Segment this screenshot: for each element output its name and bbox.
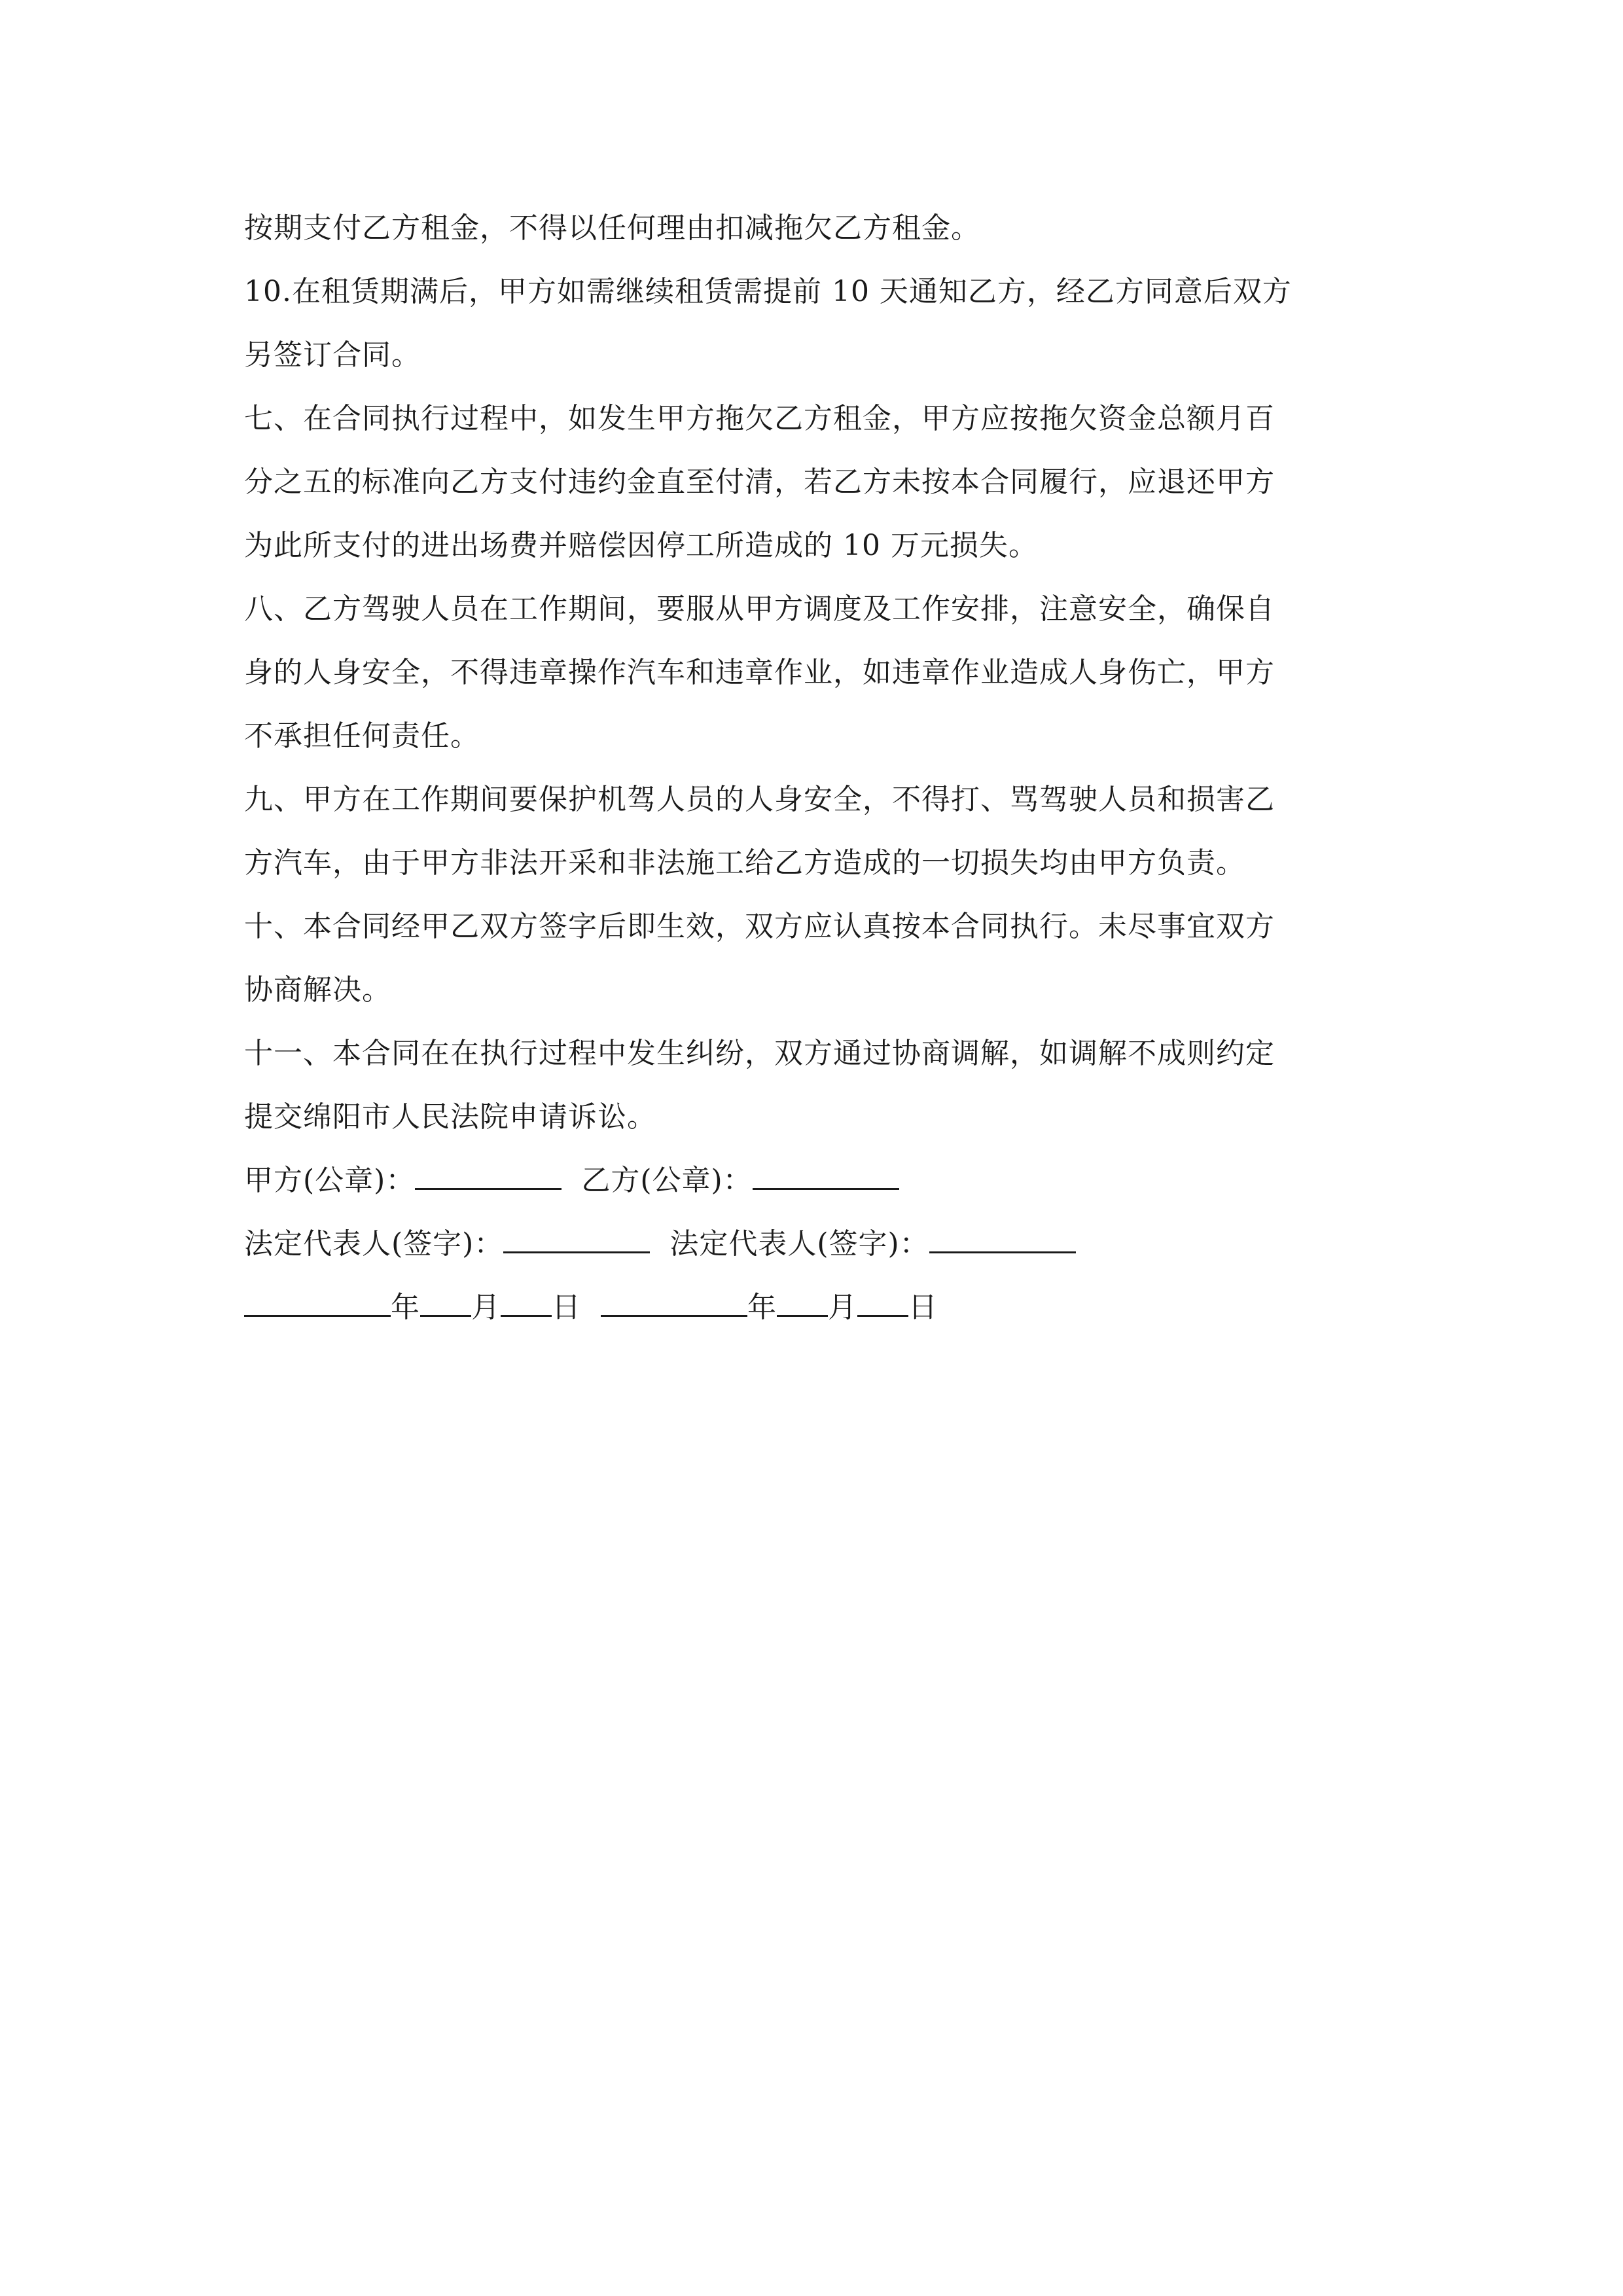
legal-rep-a-label: 法定代表人(签字)：	[244, 1227, 504, 1261]
date-month-label: 月	[471, 1291, 501, 1324]
date-day-label: 日	[552, 1291, 581, 1324]
date-day-label: 日	[908, 1291, 938, 1324]
paragraph-line: 九、甲方在工作期间要保护机驾人员的人身安全，不得打、骂驾驶人员和损害乙	[244, 783, 1275, 816]
date-year-label: 年	[391, 1291, 420, 1324]
paragraph-line: 协商解决。	[244, 973, 391, 1007]
paragraph-line: 方汽车，由于甲方非法开采和非法施工给乙方造成的一切损失均由甲方负责。	[244, 846, 1245, 880]
date-a-day-blank	[501, 1293, 552, 1317]
date-a-month-blank	[420, 1293, 471, 1317]
legal-rep-a-blank	[503, 1229, 650, 1253]
party-b-seal-blank	[753, 1166, 899, 1190]
paragraph-line: 10.在租赁期满后，甲方如需继续租赁需提前 10 天通知乙方，经乙方同意后双方	[244, 275, 1292, 308]
paragraph-line: 十一、本合同在在执行过程中发生纠纷，双方通过协商调解，如调解不成则约定	[244, 1037, 1275, 1070]
paragraph-line: 身的人身安全，不得违章操作汽车和违章作业，如违章作业造成人身伤亡，甲方	[244, 656, 1275, 689]
date-year-label: 年	[747, 1291, 777, 1324]
party-a-seal-blank	[415, 1166, 562, 1190]
date-b-month-blank	[777, 1293, 828, 1317]
date-b-day-blank	[857, 1293, 908, 1317]
paragraph-line: 提交绵阳市人民法院申请诉讼。	[244, 1100, 656, 1134]
legal-rep-row	[244, 1212, 1383, 1276]
contract-body	[244, 196, 1383, 1339]
paragraph-line: 七、在合同执行过程中，如发生甲方拖欠乙方租金，甲方应按拖欠资金总额月百	[244, 402, 1275, 435]
legal-rep-b-label: 法定代表人(签字)：	[669, 1227, 929, 1261]
paragraph-line: 不承担任何责任。	[244, 719, 480, 753]
party-b-seal-label: 乙方(公章)：	[581, 1164, 753, 1197]
paragraph-line: 八、乙方驾驶人员在工作期间，要服从甲方调度及工作安排，注意安全，确保自	[244, 592, 1275, 626]
paragraph-line: 分之五的标准向乙方支付违约金直至付清，若乙方未按本合同履行，应退还甲方	[244, 465, 1275, 499]
paragraph-line: 按期支付乙方租金，不得以任何理由扣减拖欠乙方租金。	[244, 211, 980, 245]
legal-rep-b-blank	[929, 1229, 1076, 1253]
date-month-label: 月	[828, 1291, 857, 1324]
party-a-seal-label: 甲方(公章)：	[244, 1164, 416, 1197]
date-b-year-blank	[601, 1293, 747, 1317]
seal-row	[244, 1149, 1383, 1212]
date-a-year-blank	[244, 1293, 391, 1317]
paragraph-line: 为此所支付的进出场费并赔偿因停工所造成的 10 万元损失。	[244, 529, 1038, 562]
paragraph-line: 另签订合同。	[244, 338, 421, 372]
date-row	[244, 1276, 1383, 1339]
paragraph-line: 十、本合同经甲乙双方签字后即生效，双方应认真按本合同执行。未尽事宜双方	[244, 910, 1275, 943]
